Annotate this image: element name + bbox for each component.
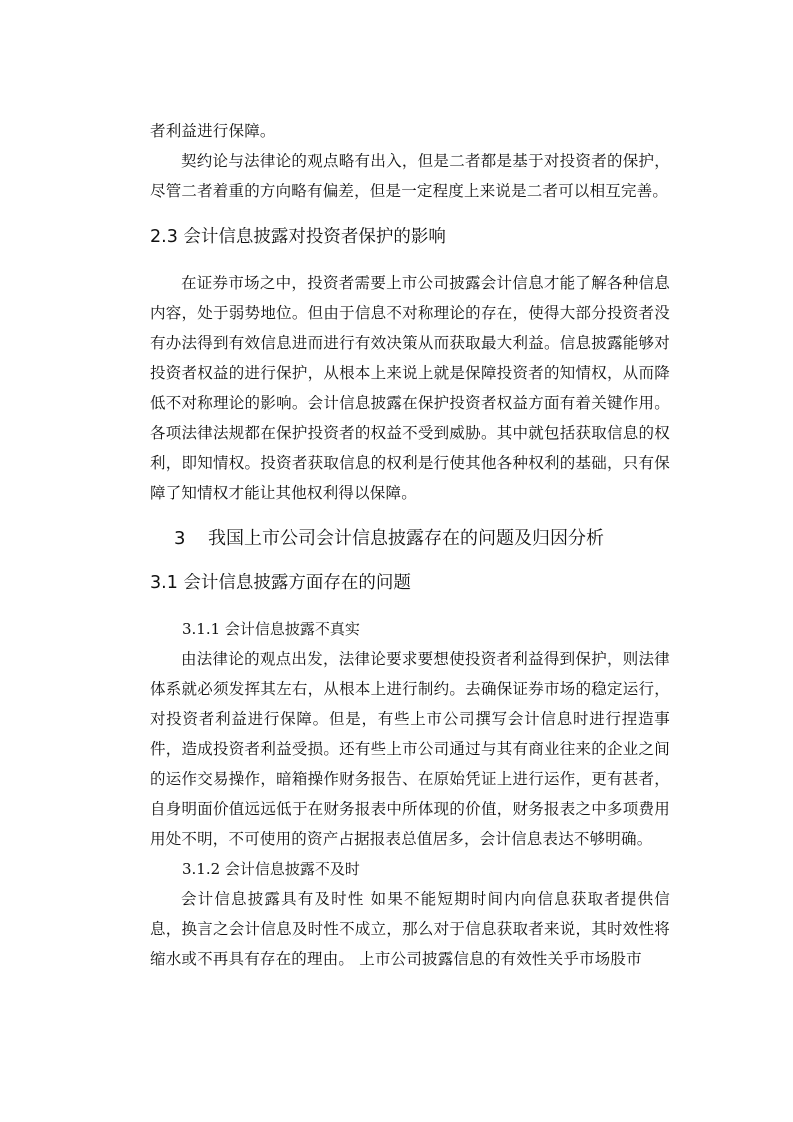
chapter-title: 我国上市公司会计信息披露存在的问题及归因分析 [208, 528, 604, 549]
paragraph-contract-law-theory: 契约论与法律论的观点略有出入，但是二者都是基于对投资者的保护，尽管二者着重的方向略有偏差，但是一定程度上来说是二者可以相互完善。 [150, 152, 670, 200]
paragraph-untrue-disclosure: 由法律论的观点出发，法律论要求要想使投资者利益得到保护，则法律体系就必须发挥其左右，从根本上进行制约。去确保证券市场的稳定运行，对投资者利益进行保障。但是，有些上市公司撰写会计信息时进行捏造事件，造成投资者利益受损。还有些上市公司通过与其有商业往来的企业之间的运作交易操作，暗箱操作财务报告、在原始凭证上进行运作，更有甚者，自身明面价值远远低于在财务报表中所体现的价值，财务报表之中多项费用用处不明，不可使用的资产占据报表总值居多，会计信息表达不够明确。 [150, 650, 670, 848]
subsection-heading-3-1-2: 3.1.2 会计信息披露不及时 [182, 860, 360, 878]
paragraph-continuation: 者利益进行保障。 [150, 122, 276, 140]
chapter-number: 3 [174, 528, 186, 549]
section-heading-2-3: 2.3 会计信息披露对投资者保护的影响 [150, 227, 446, 247]
document-body [150, 116, 670, 974]
paragraph-untimely-disclosure: 会计信息披露具有及时性 如果不能短期时间内向信息获取者提供信息，换言之会计信息及时性不成立，那么对于信息获取者来说，其时效性将缩水或不再具有存在的理由。 上市公司披露信息的有效性关乎市场股市 [150, 890, 670, 968]
chapter-heading-3 [150, 524, 670, 554]
paragraph-investor-protection-impact: 在证券市场之中，投资者需要上市公司披露会计信息才能了解各种信息内容，处于弱势地位。但由于信息不对称理论的存在，使得大部分投资者没有办法得到有效信息进而进行有效决策从而获取最大利益。信息披露能够对投资者权益的进行保护，从根本上来说上就是保障投资者的知情权，从而降低不对称理论的影响。会计信息披露在保护投资者权益方面有着关键作用。各项法律法规都在保护投资者的权益不受到威胁。其中就包括获取信息的权利，即知情权。投资者获取信息的权利是行使其他各种权利的基础，只有保障了知情权才能让其他权利得以保障。 [150, 274, 670, 502]
section-heading-3-1: 3.1 会计信息披露方面存在的问题 [150, 573, 411, 593]
subsection-heading-3-1-1: 3.1.1 会计信息披露不真实 [182, 620, 360, 638]
